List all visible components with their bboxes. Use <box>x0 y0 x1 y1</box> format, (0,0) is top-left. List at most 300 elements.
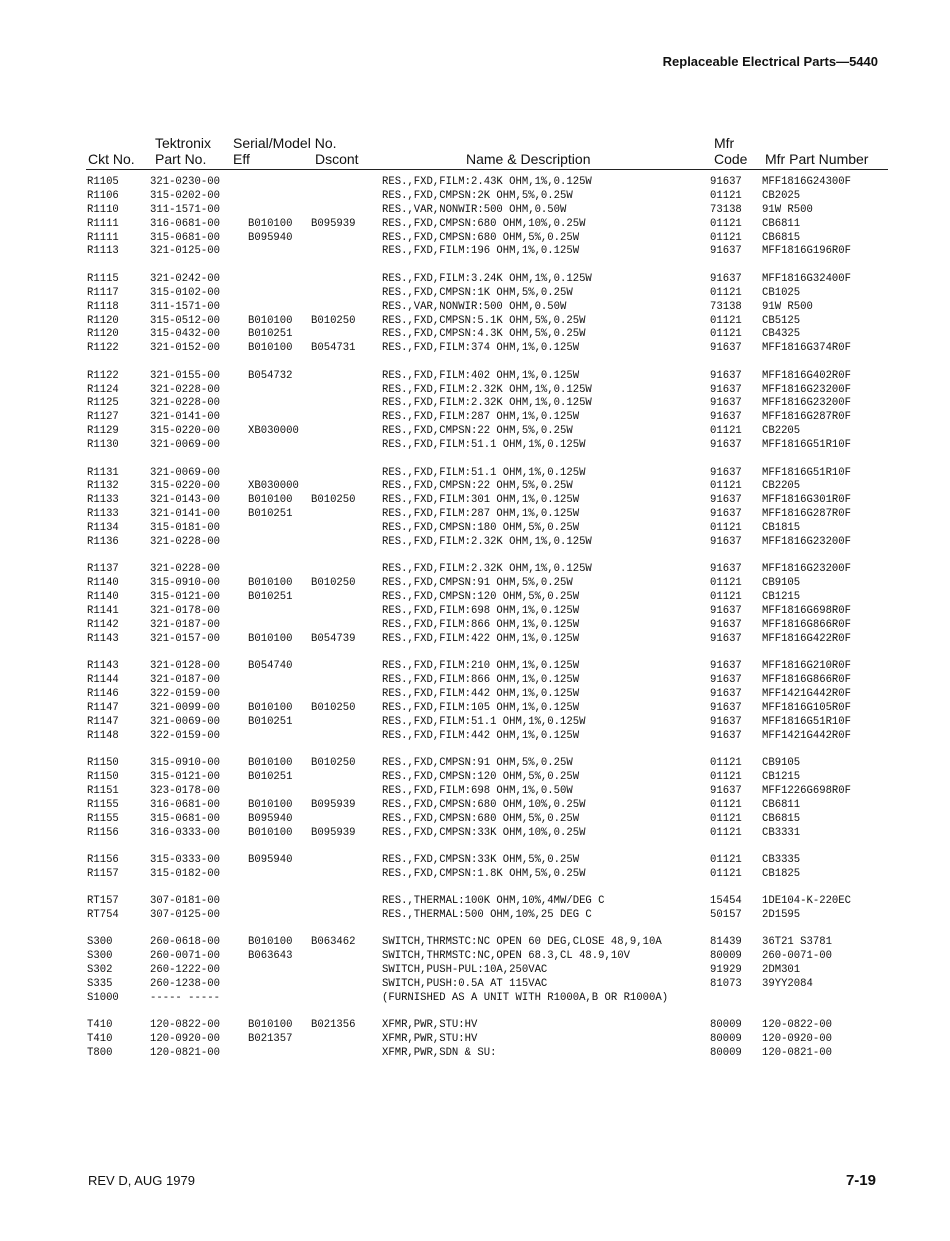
name-description: RES.,FXD,FILM:51.1 OHM,1%,0.125W <box>382 466 586 479</box>
mfr-code: 91637 <box>710 535 742 548</box>
mfr-code: 80009 <box>710 1033 742 1046</box>
mfr-part-number: MFF1816G287R0F <box>762 411 852 424</box>
ckt-no: R1140 <box>87 591 119 604</box>
table-row <box>0 301 950 315</box>
name-description: RES.,FXD,FILM:3.24K OHM,1%,0.125W <box>382 272 592 285</box>
row-group <box>0 563 950 646</box>
mfr-part-number: CB5125 <box>762 314 801 327</box>
header-mfr-part-number: Mfr Part Number <box>765 151 869 167</box>
ckt-no: R1148 <box>87 729 119 742</box>
ckt-no: R1122 <box>87 342 119 355</box>
mfr-code: 91637 <box>710 729 742 742</box>
mfr-part-number: 36T21 S3781 <box>762 936 832 949</box>
ckt-no: R1127 <box>87 411 119 424</box>
table-row <box>0 425 950 439</box>
mfr-code: 01121 <box>710 812 742 825</box>
part-no: 260-1238-00 <box>150 978 220 991</box>
part-no: 321-0228-00 <box>150 563 220 576</box>
table-row <box>0 563 950 577</box>
table-row <box>0 370 950 384</box>
mfr-code: 80009 <box>710 1019 742 1032</box>
name-description: RES.,FXD,CMPSN:680 OHM,10%,0.25W <box>382 217 586 230</box>
header-eff: Eff <box>233 151 250 167</box>
mfr-code: 91637 <box>710 494 742 507</box>
part-no: 321-0125-00 <box>150 245 220 258</box>
ckt-no: R1151 <box>87 784 119 797</box>
serial-eff: B010251 <box>248 770 293 783</box>
header-tektronix: Tektronix <box>155 135 212 151</box>
mfr-code: 91637 <box>710 272 742 285</box>
serial-eff: XB030000 <box>248 480 299 493</box>
table-row <box>0 508 950 522</box>
mfr-code: 01121 <box>710 231 742 244</box>
serial-eff: B095940 <box>248 231 293 244</box>
ckt-no: R1156 <box>87 826 119 839</box>
row-group <box>0 854 950 882</box>
mfr-part-number: 120-0821-00 <box>762 1047 832 1060</box>
table-row <box>0 577 950 591</box>
part-no: ----- ----- <box>150 992 220 1005</box>
serial-eff: B021357 <box>248 1033 293 1046</box>
table-row <box>0 702 950 716</box>
name-description: (FURNISHED AS A UNIT WITH R1000A,B OR R1000A) <box>382 992 669 1005</box>
table-row <box>0 190 950 204</box>
ckt-no: R1110 <box>87 203 119 216</box>
table-row <box>0 1047 950 1061</box>
name-description: RES.,FXD,FILM:442 OHM,1%,0.125W <box>382 729 580 742</box>
mfr-part-number: CB1025 <box>762 286 801 299</box>
mfr-part-number: 120-0920-00 <box>762 1033 832 1046</box>
ckt-no: R1134 <box>87 522 119 535</box>
part-no: 315-0681-00 <box>150 812 220 825</box>
mfr-code: 01121 <box>710 853 742 866</box>
part-no: 315-0182-00 <box>150 867 220 880</box>
ckt-no: R1141 <box>87 605 119 618</box>
header-rule <box>86 169 888 170</box>
table-row <box>0 204 950 218</box>
part-no: 321-0099-00 <box>150 701 220 714</box>
mfr-code: 91637 <box>710 411 742 424</box>
name-description: RES.,FXD,FILM:287 OHM,1%,0.125W <box>382 508 580 521</box>
serial-dscont: B010250 <box>311 314 356 327</box>
ckt-no: R1140 <box>87 577 119 590</box>
serial-eff: B010100 <box>248 217 293 230</box>
table-row <box>0 287 950 301</box>
part-no: 321-0228-00 <box>150 535 220 548</box>
mfr-code: 91637 <box>710 688 742 700</box>
name-description: RES.,VAR,NONWIR:500 OHM,0.50W <box>382 203 567 216</box>
ckt-no: R1120 <box>87 314 119 327</box>
name-description: RES.,VAR,NONWIR:500 OHM,0.50W <box>382 300 567 313</box>
ckt-no: R1150 <box>87 757 119 770</box>
name-description: RES.,FXD,CMPSN:680 OHM,5%,0.25W <box>382 231 580 244</box>
mfr-code: 91637 <box>710 342 742 355</box>
table-row <box>0 467 950 481</box>
table-row <box>0 868 950 882</box>
table-row <box>0 799 950 813</box>
part-no: 315-0432-00 <box>150 328 220 341</box>
mfr-part-number: 260-0071-00 <box>762 950 832 963</box>
ckt-no: S302 <box>87 964 113 977</box>
mfr-part-number: MFF1816G32400F <box>762 272 852 285</box>
mfr-part-number: MFF1816G23200F <box>762 383 852 396</box>
ckt-no: R1129 <box>87 425 119 438</box>
ckt-no: R1156 <box>87 853 119 866</box>
serial-dscont: B063462 <box>311 936 356 949</box>
mfr-part-number: CB9105 <box>762 757 801 770</box>
part-no: 321-0187-00 <box>150 674 220 687</box>
mfr-code: 91637 <box>710 466 742 479</box>
part-no: 321-0141-00 <box>150 411 220 424</box>
table-row <box>0 536 950 550</box>
ckt-no: T410 <box>87 1019 113 1032</box>
table-row <box>0 660 950 674</box>
page-number: 7-19 <box>845 1172 876 1189</box>
part-no: 315-0202-00 <box>150 189 220 202</box>
ckt-no: R1157 <box>87 867 119 880</box>
mfr-code: 91637 <box>710 508 742 521</box>
table-row <box>0 992 950 1006</box>
ckt-no: R1115 <box>87 272 119 285</box>
serial-eff: B010100 <box>248 757 293 770</box>
name-description: RES.,FXD,CMPSN:680 OHM,10%,0.25W <box>382 798 586 811</box>
part-no: 321-0187-00 <box>150 618 220 631</box>
mfr-code: 91637 <box>710 784 742 797</box>
name-description: RES.,FXD,CMPSN:680 OHM,5%,0.25W <box>382 812 580 825</box>
serial-dscont: B095939 <box>311 217 356 230</box>
table-row <box>0 813 950 827</box>
mfr-part-number: MFF1816G23200F <box>762 563 852 576</box>
part-no: 260-0071-00 <box>150 950 220 963</box>
mfr-code: 91637 <box>710 397 742 410</box>
mfr-code: 01121 <box>710 798 742 811</box>
mfr-code: 01121 <box>710 425 742 438</box>
mfr-part-number: MFF1816G287R0F <box>762 508 852 521</box>
part-no: 321-0069-00 <box>150 466 220 479</box>
ckt-no: R1105 <box>87 176 119 188</box>
table-row <box>0 342 950 356</box>
ckt-no: R1147 <box>87 715 119 728</box>
header-part-no: Part No. <box>155 151 207 167</box>
table-row <box>0 1033 950 1047</box>
name-description: RES.,FXD,FILM:301 OHM,1%,0.125W <box>382 494 580 507</box>
name-description: RES.,FXD,CMPSN:180 OHM,5%,0.25W <box>382 522 580 535</box>
part-no: 315-0121-00 <box>150 591 220 604</box>
table-row <box>0 273 950 287</box>
name-description: RES.,FXD,FILM:51.1 OHM,1%,0.125W <box>382 439 586 452</box>
mfr-code: 73138 <box>710 300 742 313</box>
name-description: RES.,FXD,FILM:2.32K OHM,1%,0.125W <box>382 535 592 548</box>
mfr-part-number: CB1215 <box>762 770 801 783</box>
table-row <box>0 439 950 453</box>
table-row <box>0 964 950 978</box>
ckt-no: R1117 <box>87 286 119 299</box>
table-row <box>0 591 950 605</box>
part-no: 321-0143-00 <box>150 494 220 507</box>
ckt-no: R1124 <box>87 383 119 396</box>
ckt-no: RT157 <box>87 895 119 908</box>
mfr-part-number: CB6815 <box>762 231 801 244</box>
mfr-code: 91637 <box>710 605 742 618</box>
serial-dscont: B095939 <box>311 798 356 811</box>
table-row <box>0 909 950 923</box>
ckt-no: R1155 <box>87 798 119 811</box>
mfr-code: 80009 <box>710 950 742 963</box>
mfr-part-number: MFF1816G24300F <box>762 176 852 188</box>
part-no: 315-0102-00 <box>150 286 220 299</box>
table-row <box>0 411 950 425</box>
mfr-code: 73138 <box>710 203 742 216</box>
name-description: RES.,FXD,FILM:402 OHM,1%,0.125W <box>382 369 580 382</box>
ckt-no: S300 <box>87 950 113 963</box>
part-no: 321-0230-00 <box>150 176 220 188</box>
ckt-no: R1130 <box>87 439 119 452</box>
part-no: 315-0181-00 <box>150 522 220 535</box>
mfr-code: 01121 <box>710 522 742 535</box>
serial-eff: B010100 <box>248 494 293 507</box>
mfr-part-number: MFF1226G698R0F <box>762 784 852 797</box>
serial-dscont: B010250 <box>311 494 356 507</box>
header-dscont: Dscont <box>315 151 359 167</box>
header-code: Code <box>714 151 748 167</box>
name-description: RES.,THERMAL:100K OHM,10%,4MW/DEG C <box>382 895 605 908</box>
part-no: 321-0228-00 <box>150 397 220 410</box>
part-no: 322-0159-00 <box>150 729 220 742</box>
part-no: 260-1222-00 <box>150 964 220 977</box>
mfr-code: 80009 <box>710 1047 742 1060</box>
part-no: 321-0242-00 <box>150 272 220 285</box>
part-no: 322-0159-00 <box>150 688 220 700</box>
ckt-no: R1111 <box>87 231 119 244</box>
header-serial-model: Serial/Model No. <box>233 135 337 151</box>
ckt-no: R1143 <box>87 632 119 645</box>
row-group <box>0 936 950 1005</box>
ckt-no: R1122 <box>87 369 119 382</box>
name-description: SWITCH,PUSH-PUL:10A,250VAC <box>382 964 548 977</box>
mfr-code: 91637 <box>710 563 742 576</box>
table-row <box>0 1019 950 1033</box>
serial-dscont: B054731 <box>311 342 356 355</box>
mfr-part-number: MFF1816G196R0F <box>762 245 852 258</box>
part-no: 321-0128-00 <box>150 660 220 673</box>
part-no: 120-0920-00 <box>150 1033 220 1046</box>
mfr-code: 01121 <box>710 591 742 604</box>
table-row <box>0 757 950 771</box>
part-no: 315-0910-00 <box>150 577 220 590</box>
name-description: RES.,FXD,FILM:422 OHM,1%,0.125W <box>382 632 580 645</box>
mfr-part-number: MFF1816G51R10F <box>762 715 852 728</box>
name-description: RES.,FXD,CMPSN:22 OHM,5%,0.25W <box>382 480 573 493</box>
name-description: RES.,FXD,CMPSN:33K OHM,5%,0.25W <box>382 853 580 866</box>
serial-eff: B010100 <box>248 342 293 355</box>
part-no: 321-0069-00 <box>150 715 220 728</box>
ckt-no: R1125 <box>87 397 119 410</box>
mfr-code: 15454 <box>710 895 742 908</box>
name-description: RES.,FXD,FILM:698 OHM,1%,0.125W <box>382 605 580 618</box>
table-row <box>0 771 950 785</box>
mfr-part-number: CB9105 <box>762 577 801 590</box>
page-header: Replaceable Electrical Parts—5440 <box>662 54 878 69</box>
mfr-part-number: MFF1816G210R0F <box>762 660 852 673</box>
serial-eff: B054740 <box>248 660 293 673</box>
ckt-no: R1155 <box>87 812 119 825</box>
ckt-no: T410 <box>87 1033 113 1046</box>
row-group <box>0 176 950 259</box>
mfr-code: 91637 <box>710 369 742 382</box>
mfr-code: 01121 <box>710 217 742 230</box>
name-description: RES.,FXD,CMPSN:22 OHM,5%,0.25W <box>382 425 573 438</box>
part-no: 315-0910-00 <box>150 757 220 770</box>
name-description: RES.,FXD,CMPSN:2K OHM,5%,0.25W <box>382 189 573 202</box>
table-row <box>0 950 950 964</box>
part-no: 260-0618-00 <box>150 936 220 949</box>
ckt-no: S1000 <box>87 992 119 1005</box>
row-group <box>0 757 950 840</box>
mfr-part-number: MFF1816G51R10F <box>762 466 852 479</box>
mfr-part-number: MFF1816G866R0F <box>762 618 852 631</box>
mfr-part-number: MFF1816G23200F <box>762 535 852 548</box>
serial-dscont: B010250 <box>311 701 356 714</box>
name-description: RES.,FXD,CMPSN:91 OHM,5%,0.25W <box>382 757 573 770</box>
name-description: RES.,FXD,FILM:2.32K OHM,1%,0.125W <box>382 397 592 410</box>
table-row <box>0 936 950 950</box>
name-description: RES.,FXD,FILM:287 OHM,1%,0.125W <box>382 411 580 424</box>
part-no: 321-0155-00 <box>150 369 220 382</box>
name-description: RES.,FXD,FILM:2.32K OHM,1%,0.125W <box>382 563 592 576</box>
header-ckt-no: Ckt No. <box>88 151 135 167</box>
table-row <box>0 674 950 688</box>
ckt-no: RT754 <box>87 909 119 922</box>
mfr-part-number: CB6815 <box>762 812 801 825</box>
serial-eff: B010100 <box>248 798 293 811</box>
part-no: 315-0121-00 <box>150 770 220 783</box>
name-description: RES.,FXD,FILM:2.43K OHM,1%,0.125W <box>382 176 592 188</box>
row-group <box>0 1019 950 1061</box>
name-description: RES.,FXD,CMPSN:120 OHM,5%,0.25W <box>382 591 580 604</box>
table-row <box>0 384 950 398</box>
mfr-code: 91637 <box>710 245 742 258</box>
name-description: SWITCH,THRMSTC:NC OPEN 60 DEG,CLOSE 48,9,10A <box>382 936 662 949</box>
name-description: RES.,FXD,CMPSN:1.8K OHM,5%,0.25W <box>382 867 586 880</box>
part-no: 315-0333-00 <box>150 853 220 866</box>
table-row <box>0 716 950 730</box>
part-no: 321-0152-00 <box>150 342 220 355</box>
part-no: 315-0512-00 <box>150 314 220 327</box>
ckt-no: R1146 <box>87 688 119 700</box>
ckt-no: R1150 <box>87 770 119 783</box>
table-row <box>0 245 950 259</box>
name-description: RES.,FXD,CMPSN:4.3K OHM,5%,0.25W <box>382 328 586 341</box>
name-description: RES.,FXD,CMPSN:91 OHM,5%,0.25W <box>382 577 573 590</box>
serial-eff: B095940 <box>248 853 293 866</box>
part-no: 321-0228-00 <box>150 383 220 396</box>
mfr-part-number: MFF1816G301R0F <box>762 494 852 507</box>
mfr-code: 01121 <box>710 286 742 299</box>
name-description: RES.,FXD,CMPSN:5.1K OHM,5%,0.25W <box>382 314 586 327</box>
mfr-part-number: CB2205 <box>762 480 801 493</box>
mfr-code: 91637 <box>710 660 742 673</box>
serial-eff: B010251 <box>248 591 293 604</box>
header-name-description: Name & Description <box>466 151 591 167</box>
serial-dscont: B021356 <box>311 1019 356 1032</box>
mfr-part-number: 2D1595 <box>762 909 801 922</box>
table-row <box>0 785 950 799</box>
ckt-no: R1120 <box>87 328 119 341</box>
mfr-part-number: MFF1816G422R0F <box>762 632 852 645</box>
table-row <box>0 328 950 342</box>
ckt-no: R1131 <box>87 466 119 479</box>
ckt-no: T800 <box>87 1047 113 1060</box>
mfr-code: 01121 <box>710 314 742 327</box>
serial-eff: B010100 <box>248 936 293 949</box>
serial-dscont: B095939 <box>311 826 356 839</box>
part-no: 321-0157-00 <box>150 632 220 645</box>
part-no: 316-0681-00 <box>150 217 220 230</box>
table-row <box>0 978 950 992</box>
row-group <box>0 370 950 453</box>
mfr-code: 01121 <box>710 577 742 590</box>
table-row <box>0 494 950 508</box>
table-row <box>0 827 950 841</box>
serial-eff: B010100 <box>248 826 293 839</box>
mfr-code: 91637 <box>710 439 742 452</box>
serial-dscont: B010250 <box>311 577 356 590</box>
mfr-code: 91637 <box>710 632 742 645</box>
serial-eff: B054732 <box>248 369 293 382</box>
table-row <box>0 854 950 868</box>
name-description: SWITCH,PUSH:0.5A AT 115VAC <box>382 978 548 991</box>
mfr-code: 81439 <box>710 936 742 949</box>
table-row <box>0 619 950 633</box>
mfr-code: 91637 <box>710 701 742 714</box>
ckt-no: R1106 <box>87 189 119 202</box>
part-no: 315-0220-00 <box>150 425 220 438</box>
name-description: RES.,FXD,FILM:196 OHM,1%,0.125W <box>382 245 580 258</box>
header-mfr: Mfr <box>714 135 735 151</box>
mfr-part-number: MFF1816G698R0F <box>762 605 852 618</box>
serial-eff: B010251 <box>248 328 293 341</box>
table-row <box>0 730 950 744</box>
serial-eff: B010100 <box>248 1019 293 1032</box>
mfr-part-number: CB3331 <box>762 826 801 839</box>
ckt-no: R1137 <box>87 563 119 576</box>
mfr-part-number: MFF1816G51R10F <box>762 439 852 452</box>
part-no: 316-0333-00 <box>150 826 220 839</box>
name-description: RES.,FXD,FILM:442 OHM,1%,0.125W <box>382 688 580 700</box>
mfr-code: 01121 <box>710 826 742 839</box>
mfr-part-number: CB2205 <box>762 425 801 438</box>
name-description: XFMR,PWR,STU:HV <box>382 1033 478 1046</box>
mfr-code: 50157 <box>710 909 742 922</box>
name-description: RES.,THERMAL:500 OHM,10%,25 DEG C <box>382 909 592 922</box>
name-description: SWITCH,THRMSTC:NC,OPEN 68.3,CL 48.9,10V <box>382 950 630 963</box>
part-no: 315-0220-00 <box>150 480 220 493</box>
mfr-part-number: MFF1421G442R0F <box>762 688 852 700</box>
name-description: XFMR,PWR,STU:HV <box>382 1019 478 1032</box>
mfr-part-number: MFF1816G402R0F <box>762 369 852 382</box>
part-no: 316-0681-00 <box>150 798 220 811</box>
serial-eff: B010100 <box>248 314 293 327</box>
mfr-part-number: 120-0822-00 <box>762 1019 832 1032</box>
table-row <box>0 397 950 411</box>
table-row <box>0 895 950 909</box>
ckt-no: S335 <box>87 978 113 991</box>
ckt-no: R1133 <box>87 494 119 507</box>
mfr-code: 91637 <box>710 383 742 396</box>
serial-eff: B010100 <box>248 632 293 645</box>
part-no: 311-1571-00 <box>150 203 220 216</box>
mfr-part-number: CB2025 <box>762 189 801 202</box>
